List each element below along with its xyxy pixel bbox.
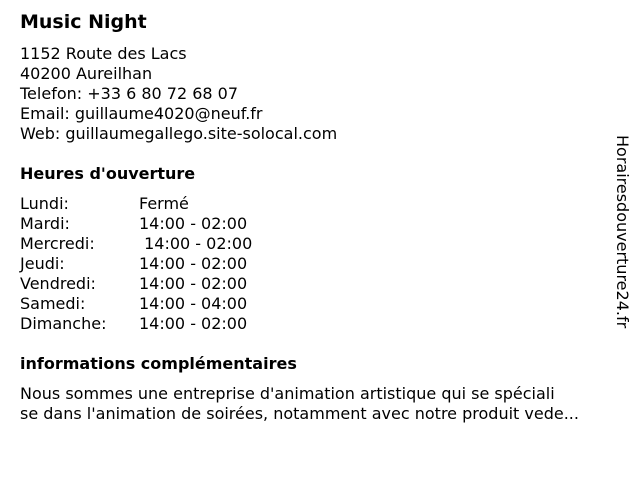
description-text (20, 384, 632, 424)
hours-time: 14:00 - 02:00 (139, 254, 248, 273)
site-watermark: Horairesdouverture24.fr (613, 135, 632, 329)
hours-day: Samedi: (20, 294, 86, 313)
hours-heading: Heures d'ouverture (20, 164, 196, 183)
hours-row-dimanche (20, 314, 252, 334)
web-line: Web: guillaumegallego.site-solocal.com (20, 124, 338, 143)
hours-time: 14:00 - 02:00 (139, 234, 253, 253)
address-street: 1152 Route des Lacs (20, 44, 187, 63)
description-line: se dans l'animation de soirées, notamment avec notre produit vede... (20, 404, 579, 423)
hours-time: 14:00 - 02:00 (139, 214, 248, 233)
phone-line: Telefon: +33 6 80 72 68 07 (20, 84, 239, 103)
hours-day: Mercredi: (20, 234, 95, 253)
address-city: 40200 Aureilhan (20, 64, 153, 83)
hours-row-vendredi (20, 274, 252, 294)
hours-day: Jeudi: (20, 254, 65, 273)
description-line: Nous sommes une entreprise d'animation artistique qui se spéciali (20, 384, 555, 403)
hours-row-mercredi (20, 234, 252, 254)
hours-time: 14:00 - 02:00 (139, 314, 248, 333)
hours-row-lundi (20, 194, 252, 214)
hours-time: Fermé (139, 194, 189, 213)
hours-day: Dimanche: (20, 314, 107, 333)
hours-row-jeudi (20, 254, 252, 274)
hours-time: 14:00 - 02:00 (139, 274, 248, 293)
hours-day: Lundi: (20, 194, 69, 213)
business-name: Music Night (20, 11, 147, 33)
hours-time: 14:00 - 04:00 (139, 294, 248, 313)
hours-row-mardi (20, 214, 252, 234)
hours-day: Vendredi: (20, 274, 96, 293)
hours-table (20, 194, 252, 334)
hours-day: Mardi: (20, 214, 70, 233)
contact-block (20, 44, 337, 144)
info-heading: informations complémentaires (20, 354, 297, 373)
hours-row-samedi (20, 294, 252, 314)
email-line: Email: guillaume4020@neuf.fr (20, 104, 263, 123)
